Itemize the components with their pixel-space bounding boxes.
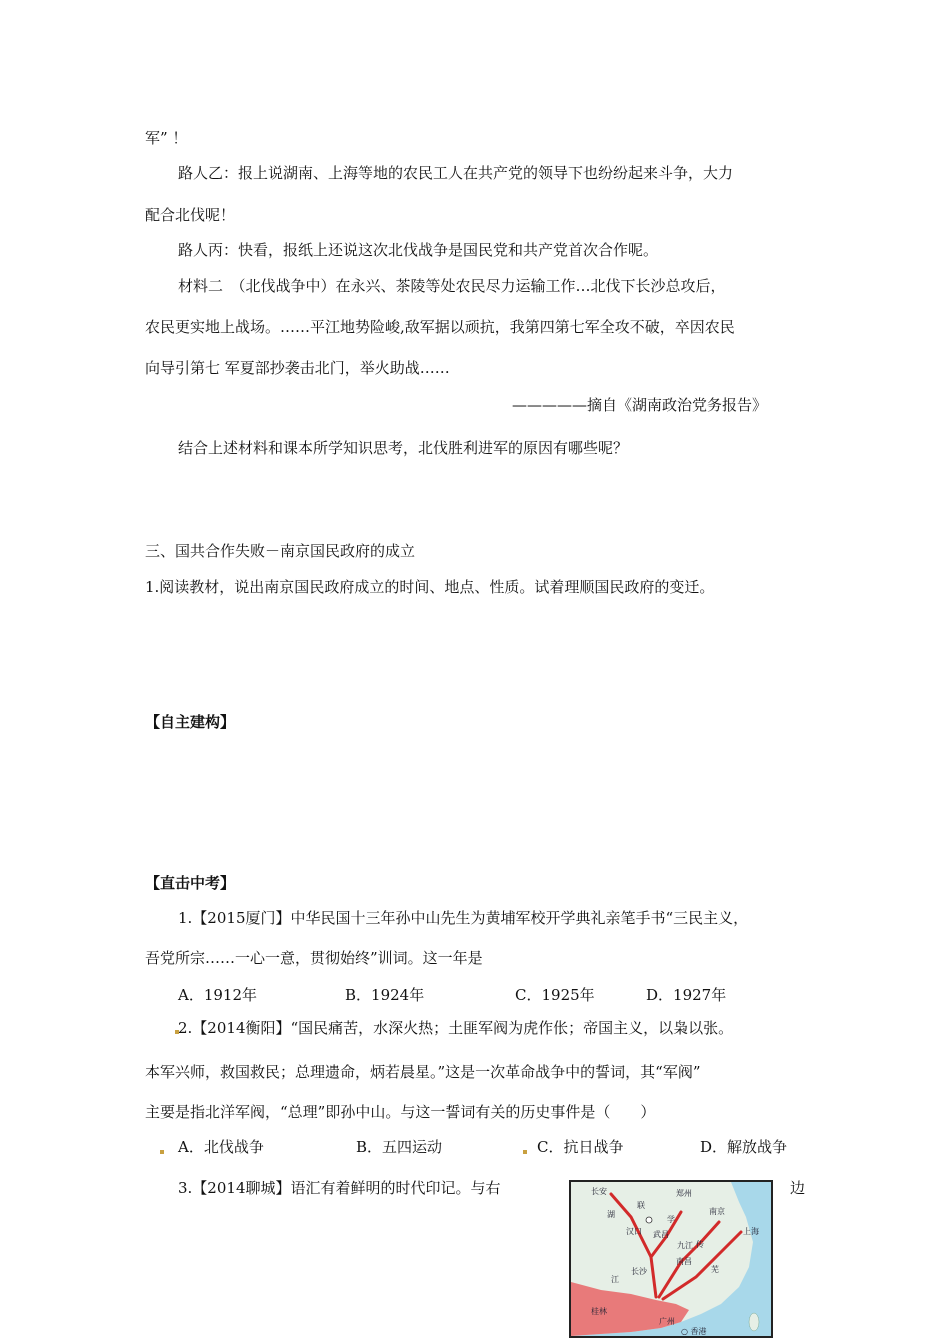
question-text: 结合上述材料和课本所学知识思考，北伐胜利进军的原因有哪些呢？ [178,439,629,457]
text-line: 农民更实地上战场。……平江地势险峻,敌军据以顽抗，我第四第七军全攻不破，卒因农民 [145,318,735,336]
option-d: D．1927年 [646,986,727,1004]
map-label: ○ 香港 [681,1327,707,1336]
map-label: 广州 [659,1317,675,1326]
northern-expedition-map [569,1180,773,1338]
map-svg [571,1182,771,1336]
map-label: 汉口 [626,1227,642,1236]
section-heading: 三、国共合作失败－南京国民政府的成立 [145,542,416,560]
text-line: 材料二 （北伐战争中）在永兴、茶陵等处农民尽力运输工作…北伐下长沙总攻后， [178,277,726,295]
map-label: 湖 [607,1210,615,1219]
map-label: 传 [696,1240,704,1249]
question-2-stem: 2.【2014衡阳】“国民痛苦，水深火热；土匪军阀为虎作伥；帝国主义，以枭以张。 [178,1019,734,1037]
text-line: 向导引第七 军夏部抄袭击北门，举火助战…… [145,359,450,377]
option-c: C．1925年 [515,986,595,1004]
option-d: D．解放战争 [700,1138,788,1156]
citation: —————摘自《湖南政治党务报告》 [512,396,768,414]
map-label: 长安 [591,1187,607,1196]
map-label: 桂林 [591,1307,607,1316]
option-a: A．北伐战争 [178,1138,264,1156]
question-1-stem: 吾党所宗……一心一意，贯彻始终”训词。这一年是 [145,949,483,967]
margin-mark [523,1150,527,1154]
map-label: 学 [667,1215,675,1224]
text-line: 路人丙：快看，报纸上还说这次北伐战争是国民党和共产党首次合作呢。 [178,241,659,259]
margin-mark [160,1150,164,1154]
option-a: A．1912年 [178,986,258,1004]
map-label: 联 [637,1201,645,1210]
section-heading: 【直击中考】 [145,874,236,892]
question-2-stem: 主要是指北洋军阀，“总理”即孙中山。与这一誓词有关的历史事件是（ ） [145,1103,656,1121]
text-line: 军” ！ [145,129,188,147]
map-label: 九江 [677,1241,693,1250]
map-label: 上海 [743,1227,759,1236]
question-2-stem: 本军兴师，救国救民；总理遗命，炳若晨星。”这是一次革命战争中的誓词，其“军阀” [145,1063,701,1081]
map-label: 南京 [709,1207,725,1216]
map-label: 武昌 [653,1230,669,1239]
option-c: C．抗日战争 [537,1138,624,1156]
map-label: 长沙 [631,1267,647,1276]
text-line: 配合北伐呢！ [145,206,236,224]
island [749,1313,759,1331]
section-heading: 【自主建构】 [145,713,236,731]
question-3-stem: 3.【2014聊城】语汇有着鲜明的时代印记。与右 [178,1179,501,1197]
map-label: 江 [611,1275,619,1284]
question-3-stem-end: 边 [790,1179,806,1197]
option-b: B．1924年 [345,986,425,1004]
question-1-stem: 1.【2015厦门】中华民国十三年孙中山先生为黄埔军校开学典礼亲笔手书“三民主义， [178,909,749,927]
map-label: 南昌 [676,1257,692,1266]
question-text: 1.阅读教材，说出南京国民政府成立的时间、地点、性质。试着理顺国民政府的变迁。 [145,578,715,596]
map-label: 郑州 [676,1189,692,1198]
text-line: 路人乙：报上说湖南、上海等地的农民工人在共产党的领导下也纷纷起来斗争，大力 [178,164,734,182]
map-label: 芜 [711,1265,719,1274]
option-b: B．五四运动 [356,1138,443,1156]
